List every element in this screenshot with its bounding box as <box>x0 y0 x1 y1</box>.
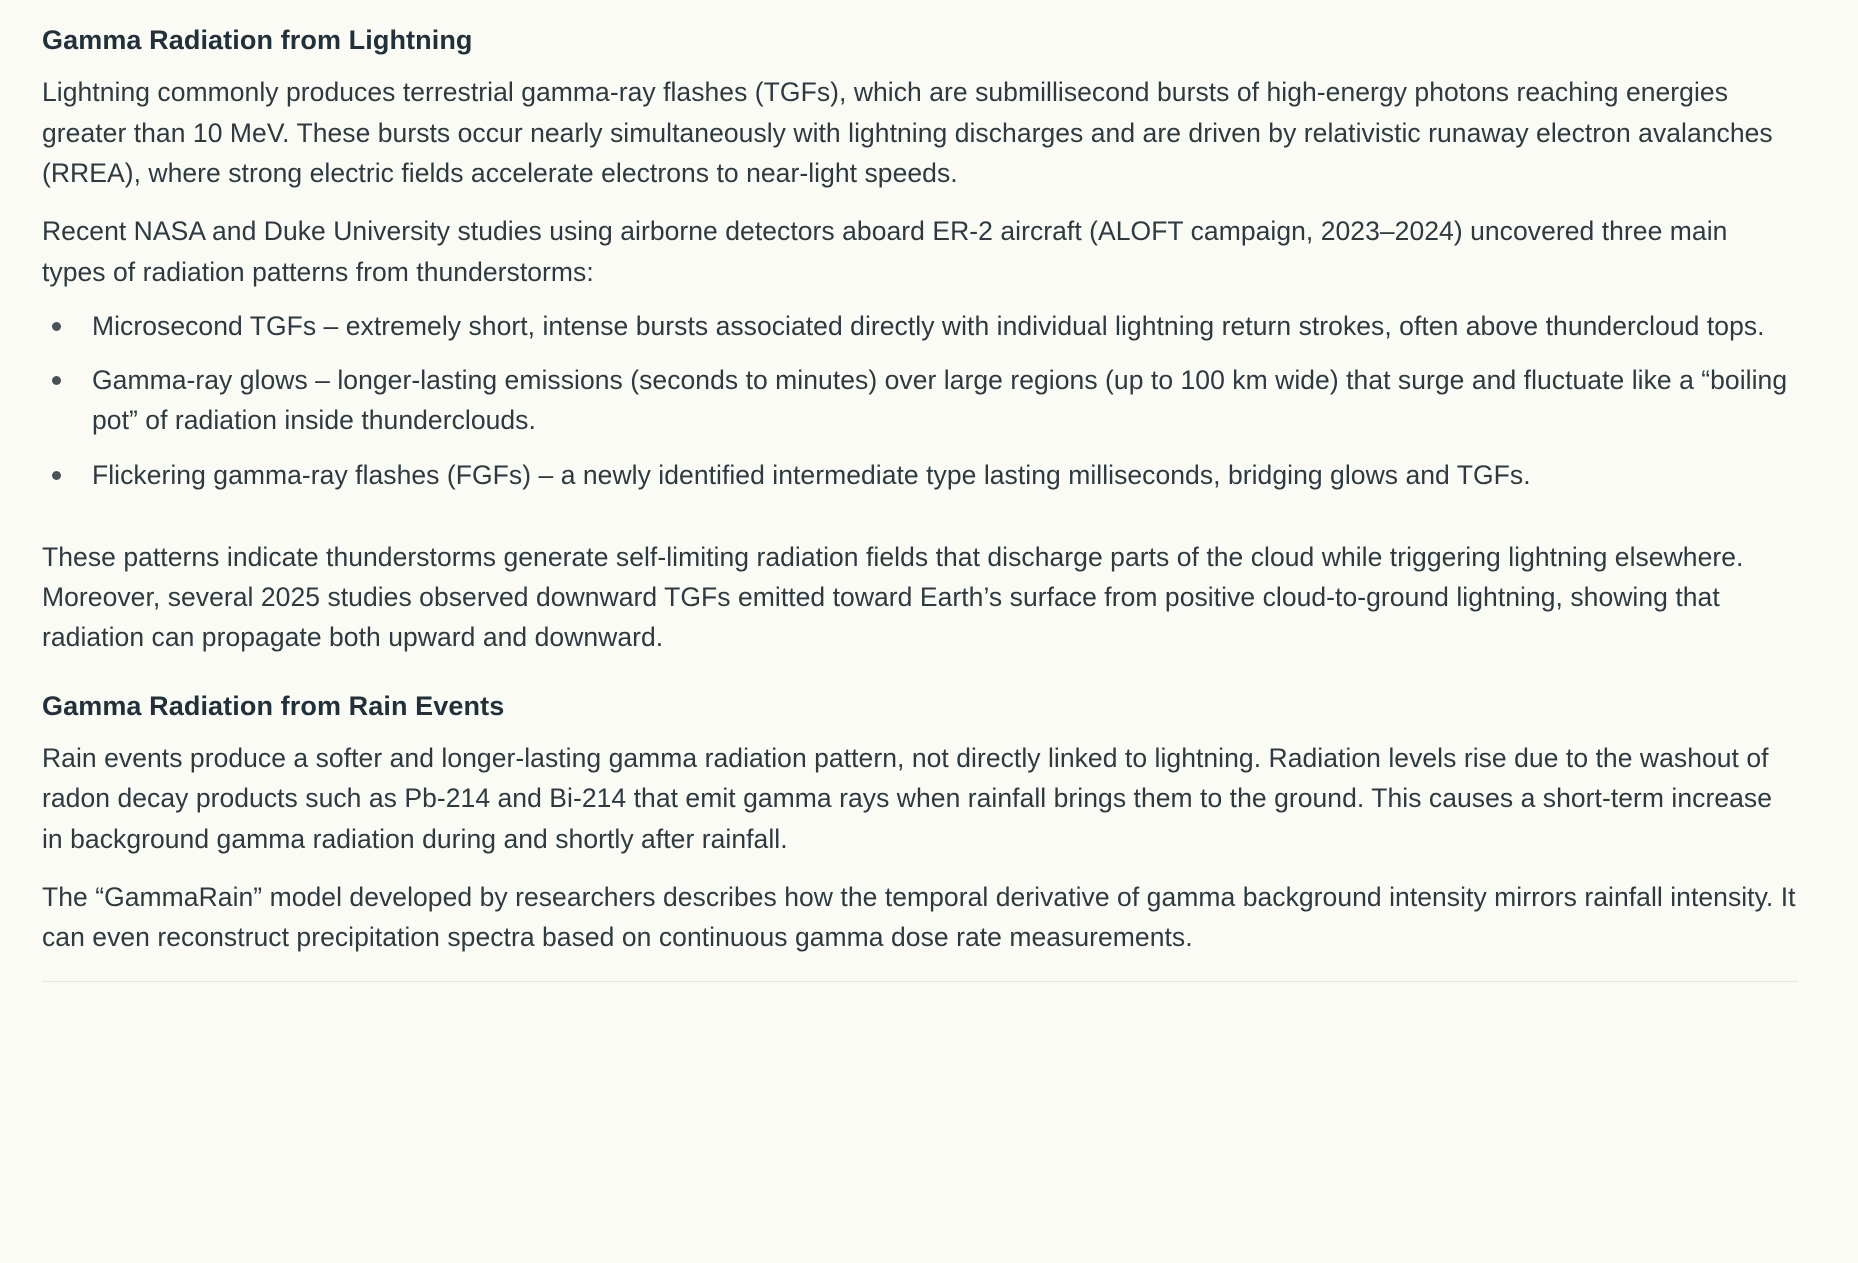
list-item-text: Flickering gamma-ray flashes (FGFs) – a newly identified intermediate type lasting milliseconds, bridging glows and TGFs. <box>92 459 1531 490</box>
paragraph-tgf-intro: Lightning commonly produces terrestrial gamma-ray flashes (TGFs), which are submillisecond bursts of high-energy photons reaching energies greater than 10 MeV. These bursts occur nearly simultaneously with lightning discharges and are driven by relativistic runaway electron avalanches (RREA), where strong electric fields accelerate electrons to near-light speeds. <box>42 77 1773 188</box>
bullet-dot-icon <box>52 471 61 480</box>
bullet-dot-icon <box>52 322 61 331</box>
list-item <box>42 306 1798 346</box>
bullet-dot-icon <box>52 376 61 385</box>
section-heading-rain: Gamma Radiation from Rain Events <box>42 690 505 721</box>
bottom-divider <box>42 981 1798 982</box>
document-body <box>42 22 1798 982</box>
paragraph-rain-radon: Rain events produce a softer and longer-lasting gamma radiation pattern, not directly linked to lightning. Radiation levels rise due to the washout of radon decay products such as Pb-214 and Bi-214 that emit gamma rays when rainfall brings them to the ground. This causes a short-term increase in background gamma radiation during and shortly after rainfall. <box>42 743 1772 854</box>
section-heading-lightning: Gamma Radiation from Lightning <box>42 25 473 55</box>
list-item-text: Microsecond TGFs – extremely short, intense bursts associated directly with individual lightning return strokes, often above thundercloud tops. <box>92 310 1765 341</box>
list-item-text: Gamma-ray glows – longer-lasting emissions (seconds to minutes) over large regions (up to 100 km wide) that surge and fluctuate like a “boiling pot” of radiation inside thunderclouds. <box>92 365 1788 436</box>
list-item <box>42 455 1798 495</box>
paragraph-gammarain-model: The “GammaRain” model developed by researchers describes how the temporal derivative of gamma background intensity mirrors rainfall intensity. It can even reconstruct precipitation spectra based on continuous gamma dose rate measurements. <box>42 881 1796 953</box>
paragraph-self-limiting-fields: These patterns indicate thunderstorms generate self-limiting radiation fields that discharge parts of the cloud while triggering lightning elsewhere. Moreover, several 2025 studies observed downward TGFs emitted toward Earth’s surface from positive cloud-to-ground lightning, showing that radiation can propagate both upward and downward. <box>42 541 1744 653</box>
paragraph-aloft-studies: Recent NASA and Duke University studies using airborne detectors aboard ER-2 aircraft (ALOFT campaign, 2023–2024) uncovered three main types of radiation patterns from thunderstorms: <box>42 216 1728 287</box>
list-spacer <box>42 517 1798 537</box>
radiation-pattern-list <box>42 306 1798 495</box>
list-item <box>42 360 1798 441</box>
